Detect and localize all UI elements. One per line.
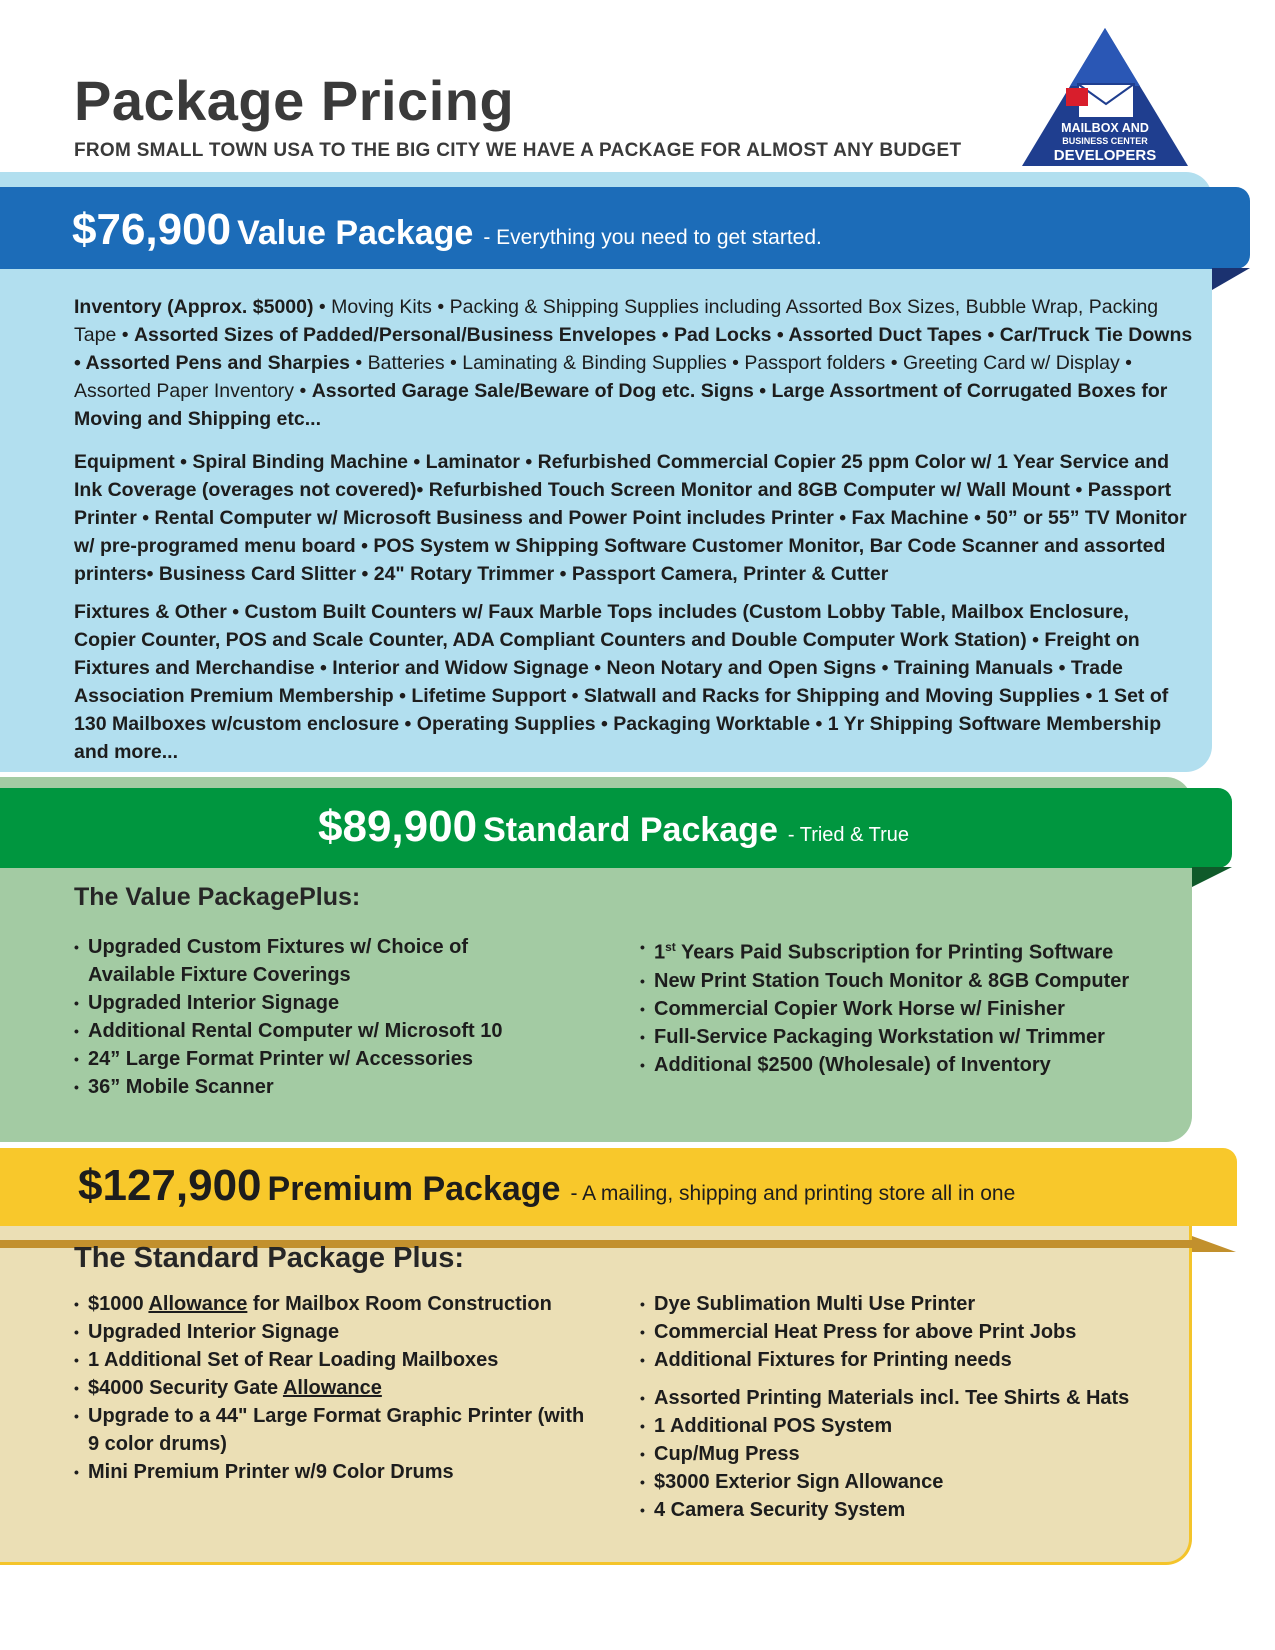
list-item: • Assorted Printing Materials incl. Tee Shirts & Hats	[640, 1384, 1200, 1412]
list-item: • Additional Fixtures for Printing needs	[640, 1346, 1200, 1374]
list-item: • Additional $2500 (Wholesale) of Inventory	[640, 1051, 1200, 1079]
standard-package-name: Standard Package	[483, 811, 778, 849]
ordinal-suffix: st	[665, 940, 676, 954]
list-item: • Upgraded Interior Signage	[74, 1318, 614, 1346]
value-inventory-paragraph	[74, 293, 1194, 433]
list-item: • 1 Additional POS System	[640, 1412, 1200, 1440]
list-item: • Cup/Mug Press	[640, 1440, 1200, 1468]
inventory-bold-a: Assorted Sizes of Padded/Personal/Business Envelopes • Pad Locks • Assorted Duct Tapes • Car/Truck Tie Downs • Assorted Pens and Sharpies	[74, 324, 1193, 374]
fixtures-text: Fixtures & Other • Custom Built Counters w/ Faux Marble Tops includes (Custom Lobby Table, Mailbox Enclosure, Copier Counter, POS and Scale Counter, ADA Compliant Counters and Double Computer Work Station) • Freight on Fixtures and Merchandise • Interior and Widow Signage • Neon Notary and Open Signs • Training Manuals • Trade Association Premium Membership • Lifetime Support • Slatwall and Racks for Shipping and Moving Supplies • 1 Set of 130 Mailboxes w/custom enclosure • Operating Supplies • Packaging Worktable • 1 Yr Shipping Software Membership and more...	[74, 601, 1169, 763]
list-item: • $3000 Exterior Sign Allowance	[640, 1468, 1200, 1496]
standard-banner-fold	[1192, 867, 1232, 887]
list-item	[640, 933, 1200, 967]
list-item: • 1 Additional Set of Rear Loading Mailboxes	[74, 1346, 614, 1374]
list-item: • 24” Large Format Printer w/ Accessories	[74, 1045, 614, 1073]
list-item: • Upgraded Interior Signage	[74, 989, 614, 1017]
premium-banner-fold	[1192, 1236, 1236, 1252]
list-item: • Mini Premium Printer w/9 Color Drums	[74, 1458, 614, 1486]
list-item-underlined: Allowance	[148, 1293, 248, 1315]
standard-package-heading	[318, 802, 909, 852]
inventory-text-b: • Batteries • Laminating & Binding Supplies • Passport folders • Greeting Card w/ Display • Assorted Paper Inventory •	[74, 352, 1132, 402]
ordinal-number: 1	[654, 941, 666, 964]
premium-price: $127,900	[78, 1161, 262, 1210]
page-subtitle: FROM SMALL TOWN USA TO THE BIG CITY WE HAVE A PACKAGE FOR ALMOST ANY BUDGET	[74, 140, 962, 161]
value-fixtures-paragraph	[74, 598, 1194, 766]
list-item-text: $1000	[88, 1293, 149, 1315]
value-banner-fold	[1212, 268, 1250, 290]
value-package-heading	[72, 205, 822, 255]
list-item-text: for Mailbox Room Construction	[247, 1293, 552, 1315]
list-spacer	[640, 1374, 1200, 1384]
logo-text-1: MAILBOX AND	[1061, 121, 1149, 135]
list-item	[74, 1374, 614, 1402]
logo-text-2: BUSINESS CENTER	[1062, 136, 1148, 146]
list-item	[74, 1290, 614, 1318]
list-item: • 36” Mobile Scanner	[74, 1073, 614, 1101]
list-item: • 4 Camera Security System	[640, 1496, 1200, 1524]
standard-right-list	[640, 933, 1200, 1079]
list-item: • Full-Service Packaging Workstation w/ Trimmer	[640, 1023, 1200, 1051]
inventory-bold-b: Assorted Garage Sale/Beware of Dog etc. Signs • Large Assortment of Corrugated Boxes for Moving and Shipping etc...	[74, 380, 1168, 430]
inventory-label: Inventory (Approx. $5000)	[74, 296, 314, 318]
list-item: • Upgraded Custom Fixtures w/ Choice of	[74, 933, 614, 961]
value-tagline: - Everything you need to get started.	[483, 226, 822, 249]
standard-price: $89,900	[318, 802, 478, 851]
equipment-text: Equipment • Spiral Binding Machine • Laminator • Refurbished Commercial Copier 25 ppm Color w/ 1 Year Service and Ink Coverage (overages not covered)• Refurbished Touch Screen Monitor and 8GB Computer w/ Wall Mount • Passport Printer • Rental Computer w/ Microsoft Business and Power Point includes Printer • Fax Machine • 50” or 55” TV Monitor w/ pre-programed menu board • POS System w Shipping Software Customer Monitor, Bar Code Scanner and assorted printers• Business Card Slitter • 24" Rotary Trimmer • Passport Camera, Printer & Cutter	[74, 451, 1187, 585]
inventory-text-a: • Moving Kits • Packing & Shipping Supplies including Assorted Box Sizes, Bubble Wrap, Packing Tape •	[74, 296, 1159, 346]
company-logo	[1020, 28, 1190, 170]
list-item-text: Years Paid Subscription for Printing Software	[675, 941, 1114, 964]
list-item: • Commercial Copier Work Horse w/ Finisher	[640, 995, 1200, 1023]
premium-plus-heading: The Standard Package Plus:	[74, 1242, 465, 1274]
standard-tagline: - Tried & True	[787, 824, 910, 846]
logo-text-3: DEVELOPERS	[1053, 147, 1157, 164]
premium-left-list	[74, 1290, 614, 1486]
list-item: • Dye Sublimation Multi Use Printer	[640, 1290, 1200, 1318]
value-price: $76,900	[72, 205, 232, 254]
list-item-continuation: Available Fixture Coverings	[88, 964, 351, 986]
list-item-text: $4000 Security Gate	[88, 1377, 283, 1399]
list-item: • New Print Station Touch Monitor & 8GB Computer	[640, 967, 1200, 995]
premium-package-name: Premium Package	[267, 1170, 561, 1208]
premium-right-list	[640, 1290, 1200, 1524]
list-item: • Upgrade to a 44" Large Format Graphic Printer (with	[74, 1402, 614, 1430]
list-item: • Commercial Heat Press for above Print Jobs	[640, 1318, 1200, 1346]
page-title: Package Pricing	[74, 69, 515, 132]
value-equipment-paragraph	[74, 448, 1194, 588]
value-package-name: Value Package	[237, 214, 474, 252]
list-item-continuation: 9 color drums)	[88, 1433, 227, 1455]
standard-plus-heading: The Value PackagePlus:	[74, 883, 361, 911]
premium-tagline: - A mailing, shipping and printing store all in one	[570, 1182, 1016, 1205]
list-item-underlined: Allowance	[282, 1377, 382, 1399]
list-item: • Additional Rental Computer w/ Microsoft 10	[74, 1017, 614, 1045]
standard-left-list	[74, 933, 614, 1101]
premium-package-heading	[78, 1161, 1015, 1211]
